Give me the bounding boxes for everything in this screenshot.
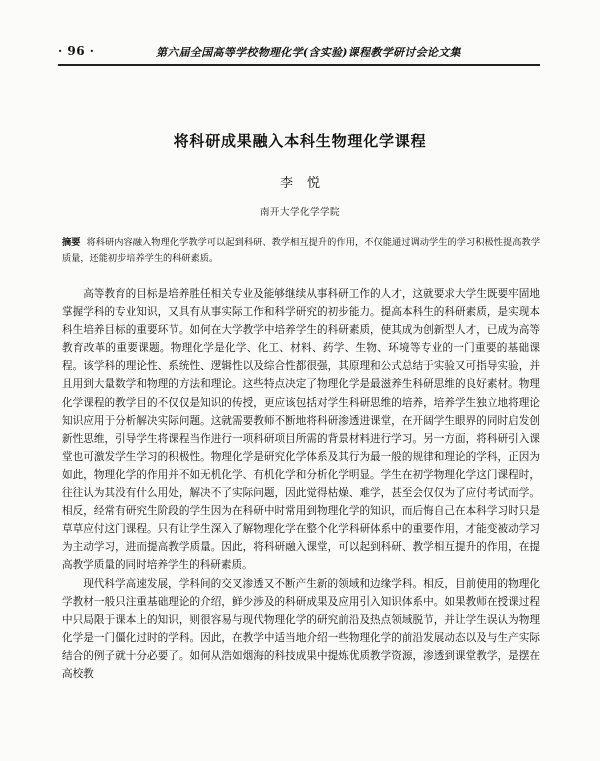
article-body xyxy=(62,285,540,683)
abstract-text: 将科研内容融入物理化学教学可以起到科研、教学相互提升的作用，不仅能通过调动学生的学习积极性提高教学质量，还能初步培养学生的科研素质。 xyxy=(62,237,541,264)
article-author: 李悦 xyxy=(279,176,334,191)
abstract xyxy=(62,235,540,267)
abstract-label: 摘要 xyxy=(62,237,81,248)
running-head: 第六届全国高等学校物理化学(含实验)课程教学研讨会论文集 xyxy=(156,46,461,59)
article-title: 将科研成果融入本科生物理化学课程 xyxy=(173,132,427,150)
page-number: · 96 · xyxy=(58,44,95,58)
article-affiliation: 南开大学化学学院 xyxy=(259,207,340,218)
body-paragraph-2: 现代科学高速发展，学科间的交叉渗透又不断产生新的领域和边缘学科。相反，目前使用的物理化学教材一般只注重基础理论的介绍，鲜少涉及的科研成果及应用引入知识体系中。如果教师在授课过程中只局限于课本上的知识，则很容易与现代物理化学的研究前沿及热点领域脱节，并让学生误认为物理化学是一门僵化过时的学科。因此，在教学中适当地介绍一些物理化学的前沿发展动态以及与生产实际结合的例子就十分必要了。如何从浩如烟海的科技成果中提炼优质教学资源，渗透到课堂教学，是摆在高校教 xyxy=(62,577,540,680)
header-rule xyxy=(58,64,540,66)
page-header xyxy=(58,44,540,62)
body-paragraph-1: 高等教育的目标是培养胜任相关专业及能够继续从事科研工作的人才，这就要求大学生既要牢固地掌握学科的专业知识，又具有从事实际工作和科学研究的初步能力。提高本科生的科研素质，是实现本科生培养目标的重要环节。如何在大学教学中培养学生的科研素质，使其成为创新型人才，已成为高等教育改革的重要课题。物理化学是化学、化工、材料、药学、生物、环境等专业的一门重要的基础课程。该学科的理论性、系统性、逻辑性以及综合性都很强，其原理和公式总结于实验又可指导实验，并且用到大量数学和物理的方法和理论。这些特点决定了物理化学是最滋养生科研思维的良好素材。物理化学课程的教学目的不仅仅是知识的传授，更应该包括对学生科研思维的培养，培养学生独立地将理论知识应用于分析解决实际问题。这就需要教师不断地将科研渗透进课堂，在开阔学生眼界的同时启发创新性思维，引导学生将课程当作进行一项科研项目所需的背景材料进行学习。另一方面，将科研引入课堂也可激发学生学习的积极性。物理化学是研究化学体系及其行为最一般的规律和理论的学科，正因为如此，物理化学的作用并不如无机化学、有机化学和分析化学明显。学生在初学物理化学这门课程时，往往认为其没有什么用处，解决不了实际问题，因此觉得枯燥、难学，甚至会仅仅为了应付考试而学。相反，经常有研究生阶段的学生因为在科研中时常用到物理化学的知识，而后悔自己在本科学习时只是草草应付这门课程。只有让学生深入了解物理化学在整个化学科研体系中的重要作用，才能变被动学习为主动学习，进而提高教学质量。因此，将科研融入课堂，可以起到科研、教学相互提升的作用，在提高教学质量的同时培养学生的科研素质。 xyxy=(62,288,540,572)
